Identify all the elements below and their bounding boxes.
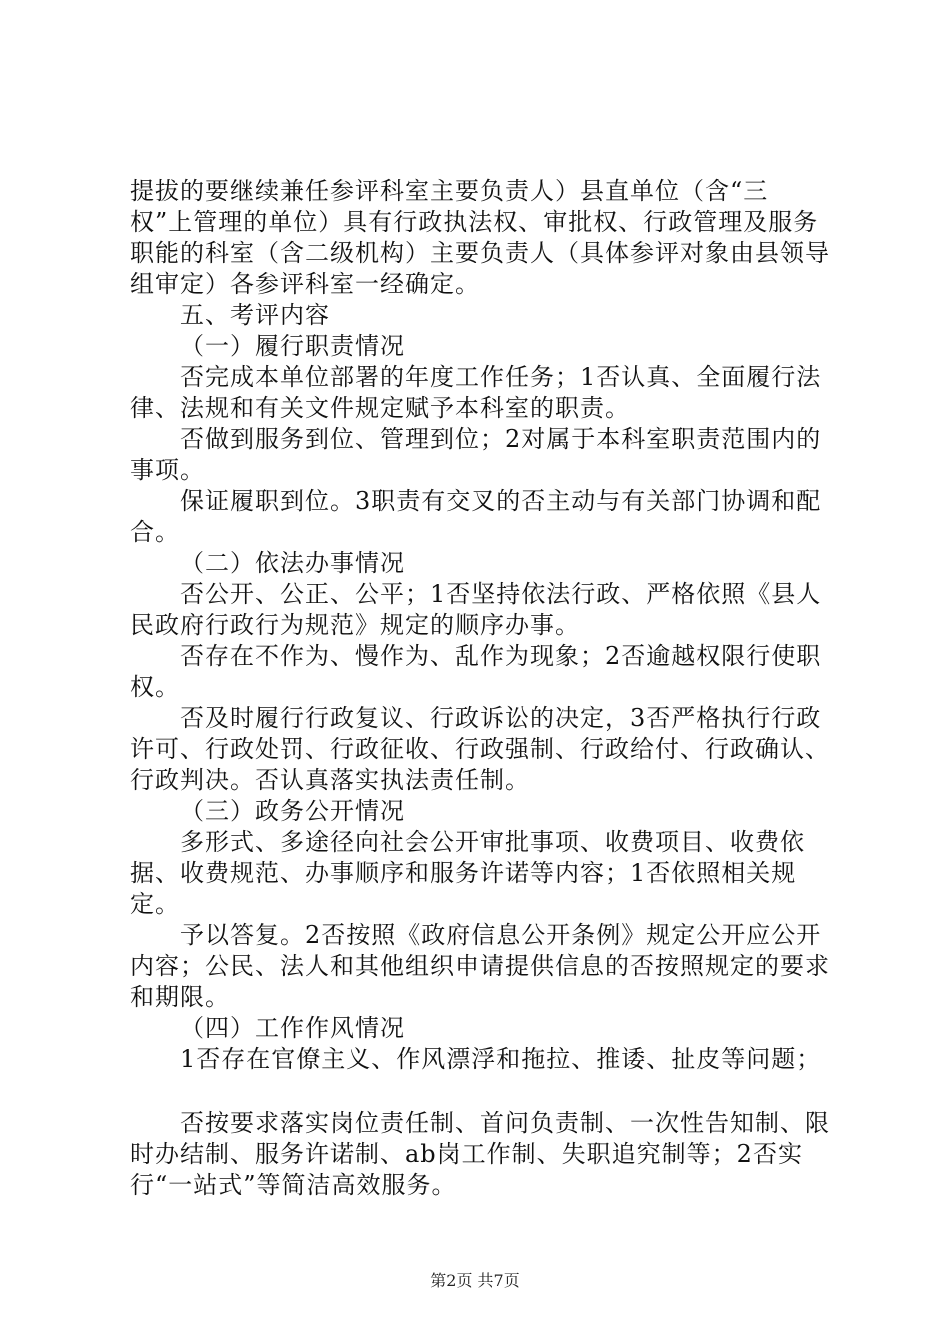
paragraph: 予以答复。2否按照《政府信息公开条例》规定公开应公开内容；公民、法人和其他组织申请提供信息的否按照规定的要求和期限。	[130, 921, 830, 1011]
page-footer	[0, 1268, 950, 1291]
section-heading: 五、考评内容	[180, 301, 330, 329]
subsection-heading: （一）履行职责情况	[180, 332, 405, 360]
paragraph: 1否存在官僚主义、作风漂浮和拖拉、推诿、扯皮等问题；	[180, 1045, 822, 1073]
paragraph: 多形式、多途径向社会公开审批事项、收费项目、收费依据、收费规范、办事顺序和服务许诺等内容；1否依照相关规定。	[130, 828, 805, 918]
document-body	[130, 176, 830, 1201]
paragraph: 否完成本单位部署的年度工作任务；1否认真、全面履行法律、法规和有关文件规定赋予本科室的职责。	[130, 363, 822, 422]
paragraph: 否存在不作为、慢作为、乱作为现象；2否逾越权限行使职权。	[130, 642, 822, 701]
subsection-heading: （二）依法办事情况	[180, 549, 405, 577]
paragraph: 否及时履行行政复议、行政诉讼的决定，3否严格执行行政许可、行政处罚、行政征收、行政强制、行政给付、行政确认、行政判决。否认真落实执法责任制。	[130, 704, 830, 794]
page-number: 第2页 共7页	[430, 1271, 520, 1290]
subsection-heading: （三）政务公开情况	[180, 797, 405, 825]
paragraph: 否公开、公正、公平；1否坚持依法行政、严格依照《县人民政府行政行为规范》规定的顺序办事。	[130, 580, 822, 639]
paragraph: 提拔的要继续兼任参评科室主要负责人）县直单位（含“三权”上管理的单位）具有行政执法权、审批权、行政管理及服务职能的科室（含二级机构）主要负责人（具体参评对象由县领导组审定）各参评科室一经确定。	[130, 177, 830, 298]
subsection-heading: （四）工作作风情况	[180, 1014, 405, 1042]
paragraph: 保证履职到位。3职责有交叉的否主动与有关部门协调和配合。	[130, 487, 822, 546]
paragraph: 否做到服务到位、管理到位；2对属于本科室职责范围内的事项。	[130, 425, 822, 484]
paragraph: 否按要求落实岗位责任制、首问负责制、一次性告知制、限时办结制、服务许诺制、ab岗工作制、失职追究制等；2否实行“一站式”等简洁高效服务。	[130, 1109, 830, 1199]
